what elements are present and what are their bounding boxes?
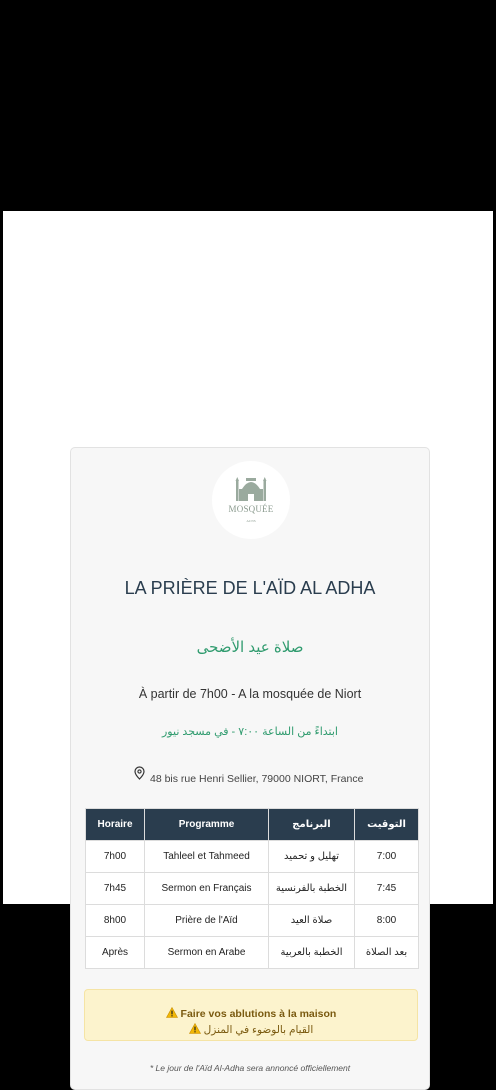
address-text: 48 bis rue Henri Sellier, 79000 NIORT, France <box>150 773 364 785</box>
table-header-row <box>86 809 419 841</box>
cell-programme: Prière de l'Aïd <box>145 905 269 937</box>
start-time-french: À partir de 7h00 - A la mosquée de Niort <box>138 687 362 701</box>
table-row <box>86 873 419 905</box>
warning-icon <box>189 1023 201 1037</box>
cell-time-arabic: 7:45 <box>355 873 419 905</box>
cell-programme: Sermon en Arabe <box>145 937 269 969</box>
cell-programme: Sermon en Français <box>145 873 269 905</box>
cell-horaire: Après <box>86 937 145 969</box>
cell-program-arabic: صلاة العيد <box>269 905 355 937</box>
cell-horaire: 8h00 <box>86 905 145 937</box>
header-time-arabic: التوقيت <box>355 809 419 841</box>
header-programme: Programme <box>145 809 269 841</box>
notice-arabic <box>85 1023 417 1037</box>
notice-french <box>85 1007 417 1021</box>
notice-arabic-text: القيام بالوضوء في المنزل <box>203 1024 314 1036</box>
cell-time-arabic: 8:00 <box>355 905 419 937</box>
warning-icon <box>166 1007 178 1021</box>
page-title: LA PRIÈRE DE L'AÏD AL ADHA <box>124 578 376 598</box>
mosque-logo <box>212 461 290 539</box>
table-row <box>86 937 419 969</box>
address <box>134 768 363 785</box>
location-pin-icon <box>134 766 145 783</box>
header-horaire: Horaire <box>86 809 145 841</box>
cell-horaire: 7h00 <box>86 841 145 873</box>
arabic-title: صلاة عيد الأضحى <box>196 639 304 656</box>
page-background <box>3 211 493 1073</box>
schedule-table <box>85 808 419 969</box>
header-program-arabic: البرنامج <box>269 809 355 841</box>
logo-subtext: ACNS <box>246 519 256 523</box>
ablution-notice <box>84 989 418 1041</box>
table-row <box>86 905 419 937</box>
cell-program-arabic: الخطبة بالعربية <box>269 937 355 969</box>
event-card <box>70 447 430 1090</box>
footnote: * Le jour de l'Aïd Al-Adha sera annoncé officiellement <box>149 1063 351 1073</box>
start-time-arabic: ابتداءً من الساعة ٧:٠٠ - في مسجد نيور <box>162 726 338 738</box>
cell-time-arabic: 7:00 <box>355 841 419 873</box>
table-row <box>86 841 419 873</box>
logo-text: MOSQUÉE <box>228 504 274 514</box>
mosque-icon <box>212 461 290 539</box>
notice-french-text: Faire vos ablutions à la maison <box>180 1008 337 1020</box>
cell-program-arabic: الخطبة بالفرنسية <box>269 873 355 905</box>
cell-horaire: 7h45 <box>86 873 145 905</box>
cell-programme: Tahleel et Tahmeed <box>145 841 269 873</box>
cell-time-arabic: بعد الصلاة <box>355 937 419 969</box>
cell-program-arabic: تهليل و تحميد <box>269 841 355 873</box>
